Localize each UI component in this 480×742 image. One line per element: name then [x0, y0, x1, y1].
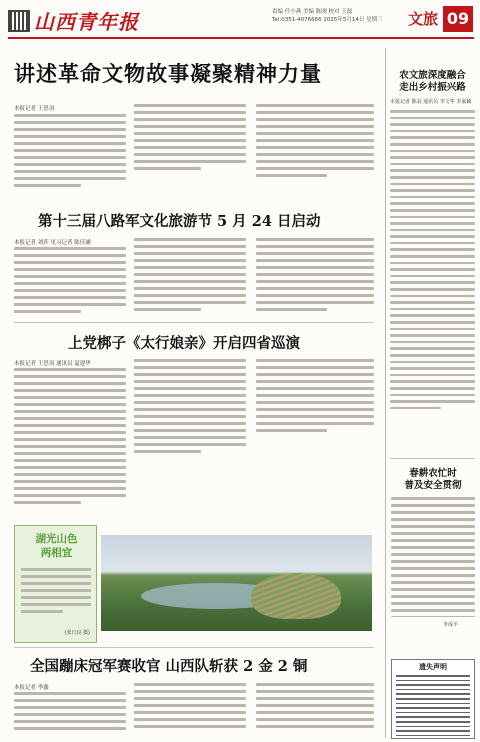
lake-landscape-photo [101, 535, 372, 631]
article-a1-col3 [256, 104, 374, 202]
byline-a4: 本报记者 李鑫 [14, 685, 49, 691]
photo-caption-line1: 湖光山色 [35, 533, 78, 545]
photo-caption-line2: 两相宜 [40, 547, 73, 559]
page-number: 09 [443, 6, 473, 32]
notice-title: 遗失声明 [419, 663, 447, 671]
masthead-meta [272, 8, 407, 24]
contact-date-line: Tel:0351-4076666 2025年5月14日 星期三 [272, 17, 383, 23]
sidebar-spring-title [391, 468, 475, 492]
sidebar-top-text [390, 110, 475, 409]
photo-caption-title [15, 532, 98, 560]
terraced-hill-shape [251, 573, 341, 619]
article-a4-col1 [14, 692, 126, 740]
editor-line: 责编 任小燕 美编 陈刚 校对 王磊 [272, 9, 353, 15]
photo-caption-box [14, 525, 97, 643]
sidebar-divider [390, 458, 475, 459]
article-a2-col2 [134, 238, 246, 324]
sidebar-spring-line2: 普及安全贯彻 [404, 480, 462, 491]
sidebar-spring-credit: 李成平 [443, 622, 459, 628]
byline-a1: 本报记者 王思羽 [14, 106, 55, 112]
article-a4-col2 [134, 683, 246, 739]
article-a4-col3 [256, 683, 374, 739]
qr-code-icon [8, 10, 30, 32]
newspaper-logo: 山西青年报 [34, 10, 139, 34]
article-a1-col1 [14, 114, 126, 214]
lost-notice-box [391, 659, 475, 739]
sidebar-top-byline: 本报记者 陈羽 通讯员 李文华 李家颖 [390, 99, 472, 105]
article-a3-col1 [14, 368, 126, 516]
article-a2-col3 [256, 238, 374, 324]
sidebar-column [385, 48, 475, 738]
byline-a3: 本报记者 王思羽 通讯员 夏建华 [14, 361, 91, 367]
article-a2-col1 [14, 247, 126, 323]
section-name: 文旅 [408, 10, 439, 28]
divider-a2 [14, 322, 374, 323]
headline-trampoline: 全国蹦床冠军赛收官 山西队斩获 2 金 2 铜 [30, 658, 308, 675]
headline-opera-tour: 上党梆子《太行娘亲》开启四省巡演 [68, 335, 300, 352]
sidebar-spring-text [391, 497, 475, 617]
photo-credit: (张日良 摄) [64, 630, 90, 636]
article-a3-col2 [134, 359, 246, 475]
sidebar-spring-line1: 春耕农忙时 [409, 468, 457, 479]
sidebar-top-title [390, 70, 475, 94]
photo-caption-text [21, 568, 91, 620]
sidebar-top-title-line1: 农文旅深度融合 [399, 70, 466, 81]
headline-revolution-relics: 讲述革命文物故事凝聚精神力量 [14, 61, 322, 86]
masthead [0, 0, 480, 48]
byline-a2: 本报记者 刘莎 见习记者 陈佳涵 [14, 240, 91, 246]
masthead-rule [8, 37, 474, 39]
article-a3-col3 [256, 359, 374, 455]
article-a1-col2 [134, 104, 246, 194]
divider-a3 [14, 647, 374, 648]
sidebar-top-title-line2: 走出乡村振兴路 [399, 82, 466, 93]
headline-tourism-festival: 第十三届八路军文化旅游节 5 月 24 日启动 [38, 213, 321, 230]
